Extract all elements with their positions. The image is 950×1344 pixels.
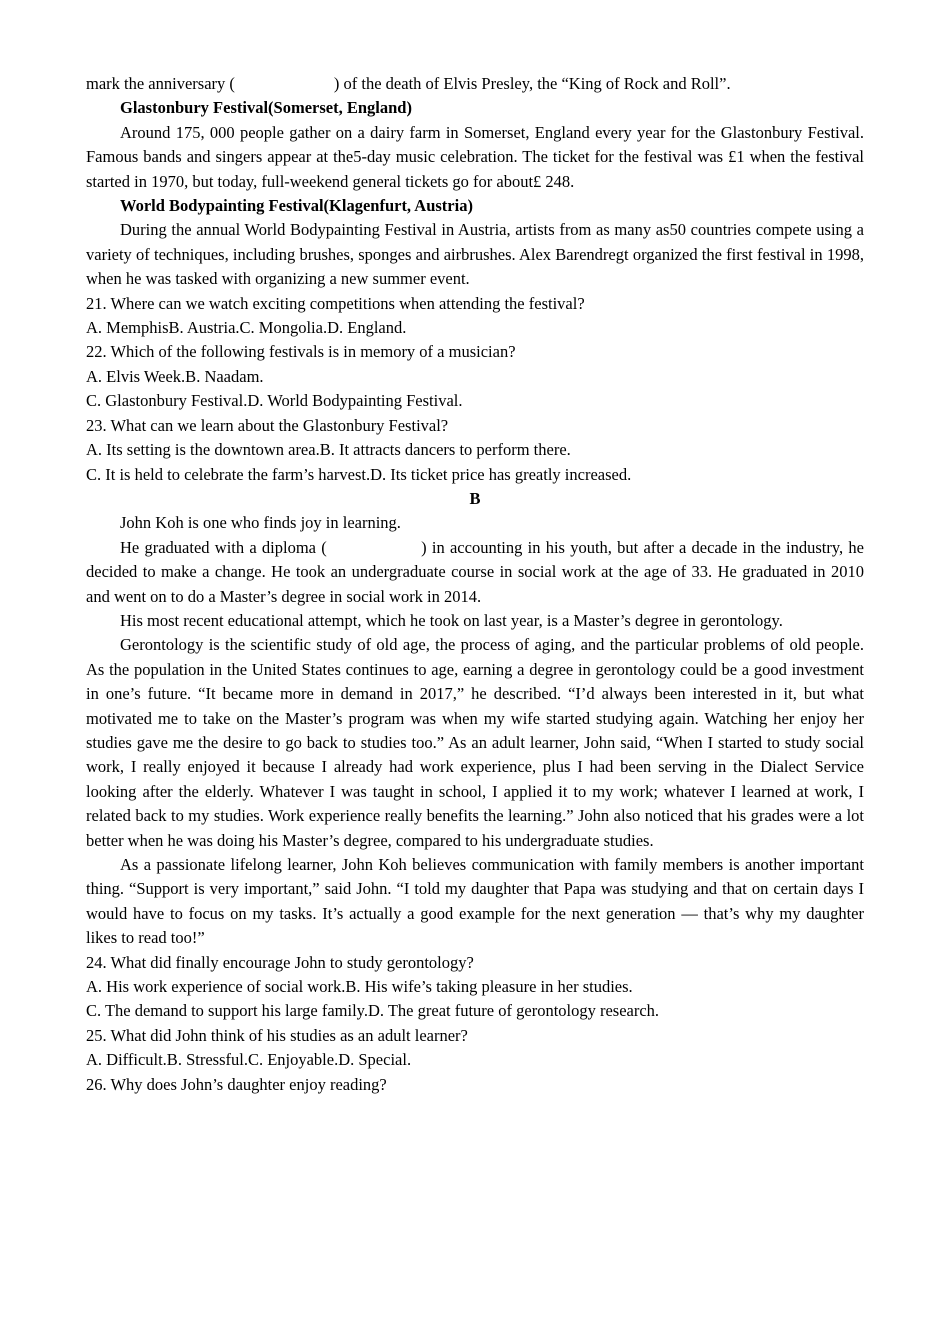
question-23: 23. What can we learn about the Glastonbury Festival? [86, 415, 449, 435]
question-24-options-cd: C. The demand to support his large family.D. The great future of gerontology research. [86, 1001, 660, 1021]
question-23-options-cd: C. It is held to celebrate the farm’s harvest.D. Its ticket price has greatly increased. [86, 464, 632, 484]
bodypainting-festival-paragraph: During the annual World Bodypainting Festival in Austria, artists from as many as50 countries compete using a variety of techniques, including brushes, sponges and airbrushes. Alex Barendregt organized the first festival in 1998, when he was tasked with organizing a new summer event. [86, 220, 864, 289]
passage-b-paragraph-3: His most recent educational attempt, which he took on last year, is a Master’s degree in gerontology. [120, 610, 783, 630]
question-22-options-ab: A. Elvis Week.B. Naadam. [86, 366, 264, 386]
glastonbury-festival-heading: Glastonbury Festival(Somerset, England) [120, 98, 412, 118]
question-26: 26. Why does John’s daughter enjoy reading? [86, 1074, 387, 1094]
question-23-options-ab: A. Its setting is the downtown area.B. It attracts dancers to perform there. [86, 440, 571, 460]
glastonbury-festival-paragraph: Around 175, 000 people gather on a dairy farm in Somerset, England every year for the Glastonbury Festival. Famous bands and singers appear at the5-day music celebration. The ticket for the festival was £1 when the festival started in 1970, but today, full-weekend general tickets go for about£ 248. [86, 122, 864, 191]
passage-b-paragraph-1: John Koh is one who finds joy in learning. [120, 513, 401, 533]
question-22: 22. Which of the following festivals is in memory of a musician? [86, 342, 516, 362]
passage-b-paragraph-2: He graduated with a diploma ( ) in accounting in his youth, but after a decade in the industry, he decided to make a change. He took an undergraduate course in social work at the age of 33. He graduated in 2010 and went on to do a Master’s degree in social work in 2014. [86, 537, 864, 606]
section-b-label: B [469, 488, 481, 508]
passage-b-paragraph-4: Gerontology is the scientific study of old age, the process of aging, and the particular problems of old people. As the population in the United States continues to age, earning a degree in gerontology could be a good investment in one’s future. “It became more in demand in 2017,” he described. “I’d always been interested in it, but what motivated me to take on the Master’s program was when my wife started studying again. Watching her enjoy her studies gave me the desire to go back to studies too.” As an adult learner, John said, “When I started to study social work, I really enjoyed it because I already had work experience, plus I had been serving in the Dialect Service looking after the elderly. Whatever I was taught in school, I applied it to my work; whatever I learned at work, I related back to my studies. Work experience really benefits the learning.” John also noticed that his grades were a lot better when he was doing his Master’s degree, compared to his undergraduate studies. [86, 635, 864, 850]
question-24: 24. What did finally encourage John to study gerontology? [86, 952, 474, 972]
question-25: 25. What did John think of his studies as an adult learner? [86, 1025, 468, 1045]
question-25-options: A. Difficult.B. Stressful.C. Enjoyable.D. Special. [86, 1050, 412, 1070]
passage-b-paragraph-5: As a passionate lifelong learner, John Koh believes communication with family members is another important thing. “Support is very important,” said John. “I told my daughter that Papa was studying and that on certain days I would have to focus on my tasks. It’s actually a good example for the next generation — that’s why my daughter likes to read too!” [86, 855, 864, 948]
passage-a-intro-fragment: mark the anniversary ( ) of the death of Elvis Presley, the “King of Rock and Roll”. [86, 74, 731, 93]
question-21: 21. Where can we watch exciting competitions when attending the festival? [86, 293, 585, 313]
question-24-options-ab: A. His work experience of social work.B. His wife’s taking pleasure in her studies. [86, 977, 633, 997]
bodypainting-festival-heading: World Bodypainting Festival(Klagenfurt, Austria) [120, 196, 473, 216]
question-21-options: A. MemphisB. Austria.C. Mongolia.D. England. [86, 318, 407, 338]
question-22-options-cd: C. Glastonbury Festival.D. World Bodypainting Festival. [86, 391, 463, 411]
